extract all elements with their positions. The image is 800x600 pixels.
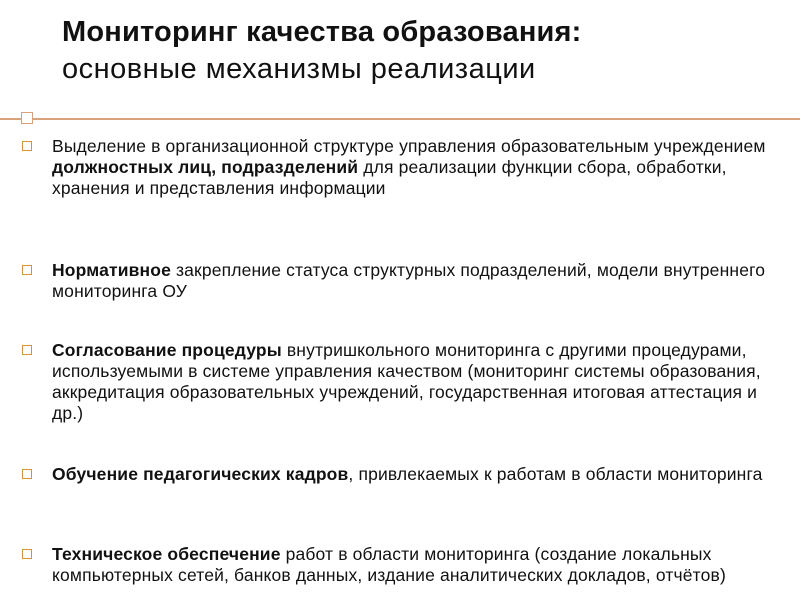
- bullet-text: [52, 544, 792, 586]
- bullet-text: [52, 340, 792, 424]
- bullet-text-post: для реализации функции сбора, обработки, хранения и представления информации: [52, 157, 727, 198]
- bullet-text-bold: Согласование процедуры: [52, 340, 282, 360]
- divider-line: [0, 118, 800, 120]
- bullet-text-bold: Обучение педагогических кадров: [52, 464, 349, 484]
- square-bullet-icon: [22, 141, 32, 151]
- bullet-text-bold: Техническое обеспечение: [52, 544, 281, 564]
- bullet-text-pre: Выделение в организационной структуре управления образовательным учреждением: [52, 136, 766, 156]
- bullet-text-post: работ в области мониторинга (создание локальных компьютерных сетей, банков данных, издание аналитических докладов, отчётов): [52, 544, 726, 585]
- square-bullet-icon: [22, 469, 32, 479]
- title-divider: [0, 112, 800, 126]
- square-bullet-icon: [22, 345, 32, 355]
- slide-title-block: [62, 14, 782, 88]
- bullet-text: [52, 136, 792, 199]
- bullet-text: [52, 260, 792, 302]
- bullet-text-bold: должностных лиц, подразделений: [52, 157, 359, 177]
- square-bullet-icon: [22, 265, 32, 275]
- slide-title: Мониторинг качества образования:: [62, 16, 582, 48]
- bullet-text-bold: Нормативное: [52, 260, 171, 280]
- bullet-text-post: , привлекаемых к работам в области мониторинга: [348, 464, 763, 484]
- slide-subtitle: основные механизмы реализации: [62, 53, 536, 85]
- bullet-text-post: закрепление статуса структурных подразделений, модели внутреннего мониторинга ОУ: [52, 260, 766, 301]
- bullet-text-post: внутришкольного мониторинга с другими процедурами, используемыми в системе управления качеством (мониторинг системы образования, аккредитация образовательных учреждений, государственная итоговая аттестация и др.): [52, 340, 761, 423]
- divider-square-icon: [21, 112, 33, 124]
- square-bullet-icon: [22, 549, 32, 559]
- bullet-text: [52, 464, 792, 485]
